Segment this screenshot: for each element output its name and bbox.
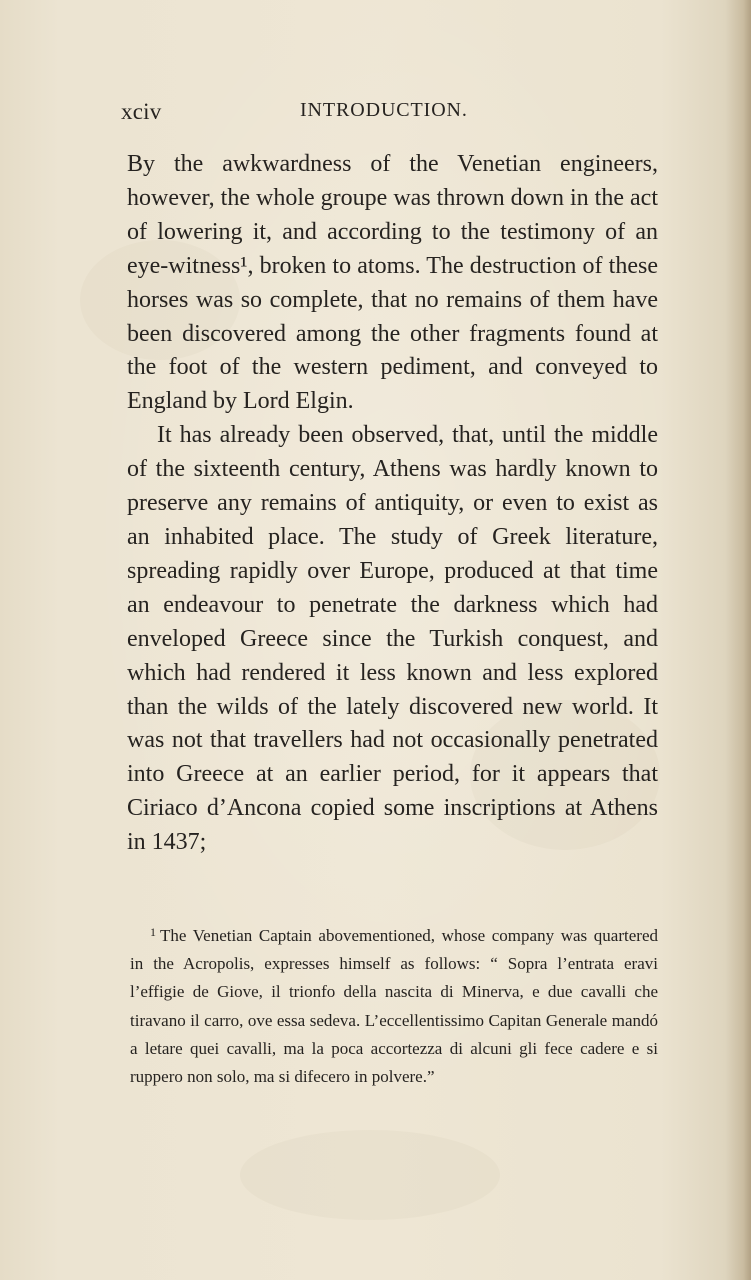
- running-head: INTRODUCTION.: [300, 99, 468, 121]
- page-edge-shadow: [725, 0, 751, 1280]
- page-header: [121, 99, 661, 129]
- paragraph-2: It has already been observed, that, until the middle of the sixteenth century, Athens was hardly known to preserve any remains of antiquity, or even to exist as an inhabited place. The study of Greek literature, spreading rapidly over Europe, produced at that time an endeavour to penetrate the darkness which had enveloped Greece since the Turkish conquest, and which had rendered it less known and less explored than the wilds of the lately discovered new world. It was not that travellers had not occasionally penetrated into Greece at an earlier period, for it appears that Ciriaco d’Ancona copied some inscriptions at Athens in 1437;: [127, 422, 658, 856]
- footnote-text: The Venetian Captain abovementioned, whose company was quartered in the Acropolis, expresses himself as follows: “ Sopra l’entrata eravi l’effigie de Giove, il trionfo della nascita di Minerva, e due cavalli che tiravano il carro, ove essa sedeva. L’eccellentissimo Capitan Generale mandó a letare quei cavalli, ma la poca accortezza di alcuni gli fece cadere e si ruppero non solo, ma si difecero in polvere.”: [130, 926, 658, 1087]
- paragraph-1: By the awkwardness of the Venetian engineers, however, the whole groupe was thrown down in the act of lowering it, and according to the testimony of an eye-witness¹, broken to atoms. The destruction of these horses was so complete, that no remains of them have been discovered among the other fragments found at the foot of the western pediment, and conveyed to England by Lord Elgin.: [127, 151, 658, 415]
- paper-stain: [240, 1130, 500, 1220]
- page-number: xciv: [121, 99, 162, 124]
- footnote-marker: 1: [150, 925, 156, 939]
- footnote: [130, 918, 658, 1091]
- footnote-paragraph: [130, 918, 658, 1091]
- main-text: [127, 148, 658, 860]
